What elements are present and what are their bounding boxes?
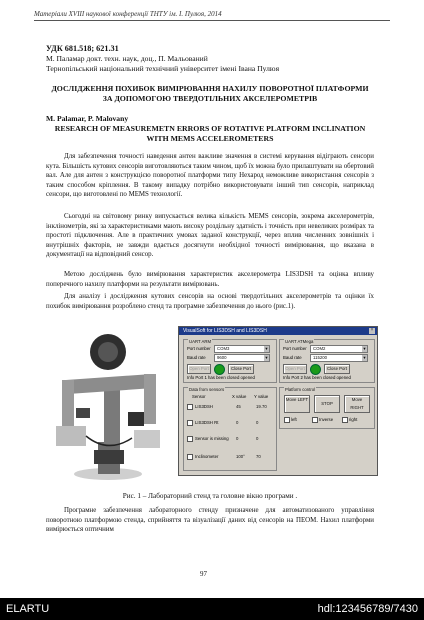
title-ua: ДОСЛІДЖЕННЯ ПОХИБОК ВИМІРЮВАННЯ НАХИЛУ ПОВОРОТНОЇ ПЛАТФОРМИ ЗА ДОПОМОГОЮ ТВЕРДОТІЛЬНИХ АКСЕЛЕРОМЕТРІВ <box>51 84 369 103</box>
left-label: left <box>291 417 297 422</box>
move-right-button[interactable]: Move RIGHT <box>344 395 370 413</box>
platform-control-group <box>279 387 375 429</box>
sensor-x: 0 <box>236 420 239 425</box>
uart-arm-group <box>183 339 277 383</box>
software-window <box>178 326 378 476</box>
paragraph: Для аналізу і дослідження кутових сенсорів на основі твердотільних акселерометрів та оцінки їх похибок вимірювання розроблено стенд та програмне забезпечення до нього (рис.1). <box>46 293 374 310</box>
inverse-label: Inverse <box>319 417 334 422</box>
sensor-name: LIS3DSH <box>195 404 213 409</box>
close-port-atm-button[interactable]: Close Port <box>324 364 350 374</box>
sensor-y: 0 <box>256 420 259 425</box>
institution: Тернопільський національний технічний університет імені Івана Пулюя <box>46 64 280 73</box>
lab-stand-photo <box>46 322 174 484</box>
paragraph: Програмне забезпечення лабораторного стенду призначене для автоматизованого управління поворотною платформою стенда, сприйняття та візуалізації даних від сенсорів на ПЕОМ. Нахил платформи вимірюється оптичним <box>46 507 374 534</box>
info-atm-text: Info Port 2 has been closed opened <box>283 375 351 380</box>
chevron-down-icon: ▼ <box>362 355 367 360</box>
figure-caption: Рис. 1 – Лабораторний стенд та головне вікно програми . <box>122 492 298 500</box>
uart-arm-label: UART ARM <box>189 339 212 344</box>
sensor-x: 100° <box>236 454 245 459</box>
authors-ua: М. Паламар докт. техн. наук, доц., П. Мальований <box>46 54 208 63</box>
baud-rate-label: Baud rate <box>187 355 206 360</box>
sensor-name: LIS3DSH Rt <box>195 420 219 425</box>
port-atm-select[interactable]: COM2 ▼ <box>310 345 368 353</box>
sensor-name: Inclinometer <box>195 454 219 459</box>
running-header: Матеріали XVIII наукової конференції ТНТУ ім. І. Пулюя, 2014 <box>34 10 222 18</box>
authors-en: M. Palamar, P. Malovany <box>46 114 129 123</box>
baud-atm-select[interactable]: 115200 ▼ <box>310 354 368 362</box>
paragraph: Для забезпечення точності наведення антен важливе значення в системі керування відіграють сенсори кута. Більшість кутових сенсорів виготовляються таким чином, щоб їх можна було прилаштувати на обертовий вал. Але для антен з конструкцією поворотної платформи типу Нехарод неможливе використання сенсорів з таким способом кріплення. В такому випадку потрібно використовувати інший тип сенсорів, наприклад сенсори, що виготовлені по MEMS технології. <box>46 153 374 199</box>
sensor-x: 0 <box>236 436 239 441</box>
port-arm-select[interactable]: COM3 ▼ <box>214 345 270 353</box>
close-icon[interactable]: × <box>370 328 374 333</box>
baud-arm-select[interactable]: 9600 ▼ <box>214 354 270 362</box>
open-port-arm-button[interactable]: Open Port <box>187 364 211 374</box>
info-arm-text: Info Port 1 has been closed opened <box>187 375 255 380</box>
header-rule <box>34 20 390 21</box>
col-sensor: Sensor <box>192 394 206 399</box>
left-checkbox[interactable] <box>284 417 290 423</box>
sensor-checkbox[interactable] <box>187 420 193 426</box>
chevron-down-icon: ▼ <box>264 346 269 351</box>
inverse-checkbox[interactable] <box>312 417 318 423</box>
data-from-sensors-label: Data from sensors <box>189 387 225 392</box>
chevron-down-icon: ▼ <box>264 355 269 360</box>
paragraph: Сьогодні на світовому ринку випускається велика кількість MEMS сенсорів, зокрема акселерометрів, інклінометрів, які за характеристиками мають високу роздільну здатність і точність при невеликих розмірах та простоті підключення. Але в практичних умовах заданої конструкції, через вплив численних зовнішніх і внутрішніх факторів, не завжди вдається досягнути необхідної точності вимірювання, що вказана в документації на відповідний сенсор. <box>46 213 374 259</box>
data-from-sensors-group <box>183 387 277 471</box>
repository-name: ELARTU <box>6 603 50 615</box>
window-title: VisualSoft for LIS3DSH and LIS3DSH <box>179 327 377 335</box>
port-number-label: Port number <box>283 346 307 351</box>
chevron-down-icon: ▼ <box>362 346 367 351</box>
sensor-checkbox[interactable] <box>187 454 193 460</box>
uart-atmega-group <box>279 339 375 383</box>
sensor-name: Sensor is missing <box>195 436 229 441</box>
close-port-arm-button[interactable]: Close Port <box>228 364 254 374</box>
baud-rate-label: Baud rate <box>283 355 302 360</box>
sensor-checkbox[interactable] <box>187 436 193 442</box>
right-label: right <box>349 417 358 422</box>
right-checkbox[interactable] <box>342 417 348 423</box>
sensor-y: 70 <box>256 454 261 459</box>
footer-bar <box>0 598 424 620</box>
title-en: RESEARCH OF MEASUREMETN ERRORS OF ROTATIVE PLATFORM INCLINATION WITH MEMS ACCELEROMETERS <box>54 124 366 143</box>
status-led-icon <box>310 364 321 375</box>
handle-id: hdl:123456789/7430 <box>317 603 418 615</box>
stop-button[interactable]: STOP <box>314 395 340 413</box>
port-number-label: Port number <box>187 346 211 351</box>
sensor-checkbox[interactable] <box>187 404 193 410</box>
udk-code: УДК 681.518; 621.31 <box>46 44 119 53</box>
page-number: 97 <box>200 570 207 578</box>
sensor-y: 19.70 <box>256 404 267 409</box>
paragraph: Метою досліджень було вимірювання характеристик акселерометра LIS3DSH та оцінка впливу поперечного нахилу платформи на результати вимірювань. <box>46 271 374 288</box>
sensor-x: 45 <box>236 404 241 409</box>
uart-atmega-label: UART ATMega <box>285 339 314 344</box>
platform-control-label: Platform control <box>285 387 316 392</box>
col-x: X value <box>232 394 247 399</box>
move-left-button[interactable]: Move LEFT <box>284 395 310 413</box>
sensor-y: 0 <box>256 436 259 441</box>
col-y: Y value <box>254 394 269 399</box>
open-port-atm-button[interactable]: Open Port <box>283 364 307 374</box>
status-led-icon <box>214 364 225 375</box>
